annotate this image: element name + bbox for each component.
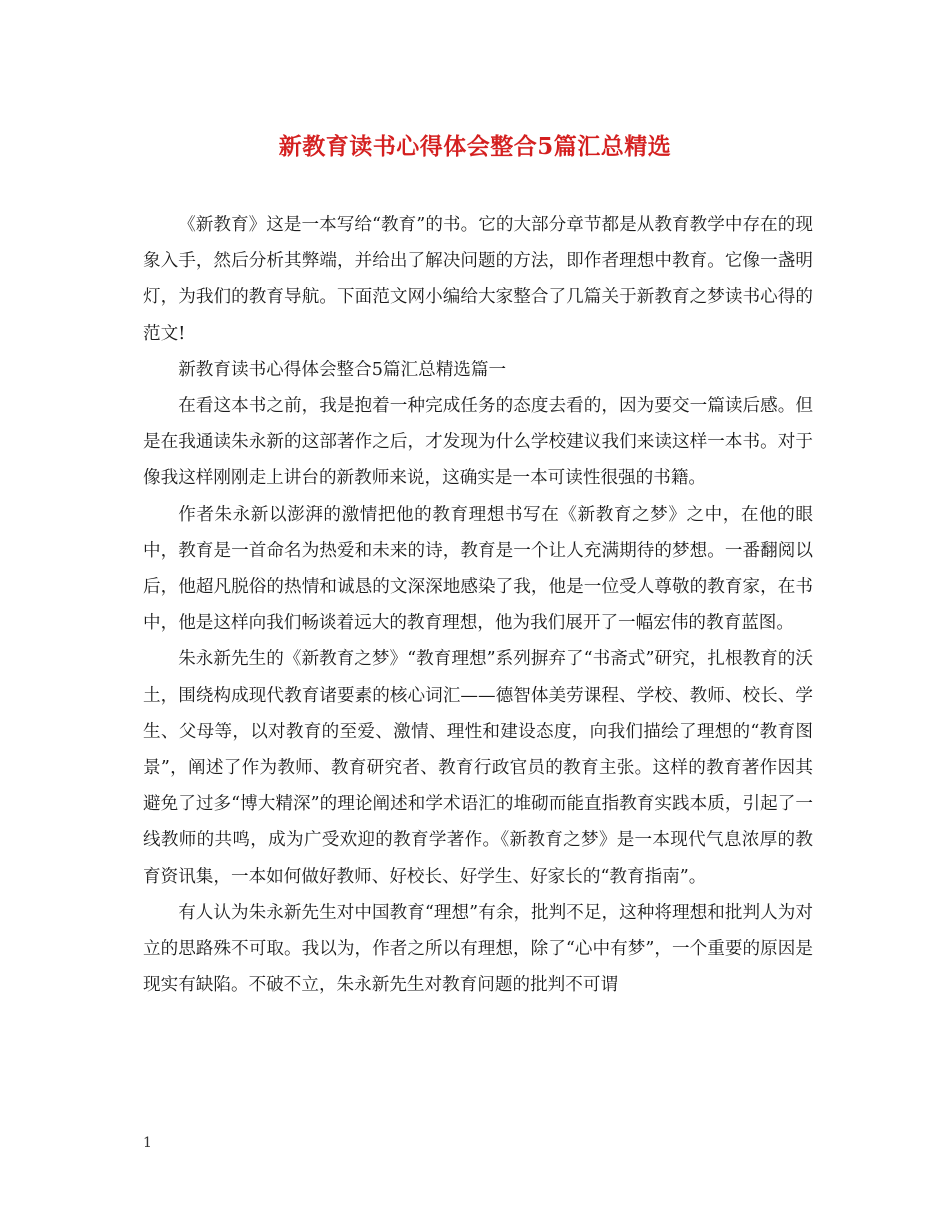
section-heading: 新教育读书心得体会整合5篇汇总精选篇一 <box>178 359 507 380</box>
paragraph-3: 朱永新先生的《新教育之梦》“教育理想”系列摒弃了“书斋式”研究，扎根教育的沃土，围绕构成现代教育诸要素的核心词汇——德智体美劳课程、学校、教师、校长、学生、父母等，以对教育的至爱、激情、理性和建设态度，向我们描绘了理想的“教育图景”，阐述了作为教师、教育研究者、教育行政官员的教育主张。这样的教育著作因其避免了过多“博大精深”的理论阐述和学术语汇的堆砌而能直指教育实践本质，引起了一线教师的共鸣，成为广受欢迎的教育学著作。《新教育之梦》是一本现代气息浓厚的教育资讯集，一本如何做好教师、好校长、好学生、好家长的“教育指南”。 <box>143 649 813 887</box>
paragraph-4: 有人认为朱永新先生对中国教育“理想”有余，批判不足，这种将理想和批判人为对立的思路殊不可取。我以为，作者之所以有理想，除了“心中有梦”，一个重要的原因是现实有缺陷。不破不立，朱永新先生对教育问题的批判不可谓 <box>143 902 813 996</box>
document-body <box>143 207 813 1003</box>
paragraph-2: 作者朱永新以澎湃的激情把他的教育理想书写在《新教育之梦》之中，在他的眼中，教育是一首命名为热爱和未来的诗，教育是一个让人充满期待的梦想。一番翻阅以后，他超凡脱俗的热情和诚恳的文深深地感染了我，他是一位受人尊敬的教育家，在书中，他是这样向我们畅谈着远大的教育理想，他为我们展开了一幅宏伟的教育蓝图。 <box>143 504 813 634</box>
document-title: 新教育读书心得体会整合5篇汇总精选 <box>278 133 672 160</box>
paragraph-1: 在看这本书之前，我是抱着一种完成任务的态度去看的，因为要交一篇读后感。但是在我通读朱永新的这部著作之后，才发现为什么学校建议我们来读这样一本书。对于像我这样刚刚走上讲台的新教师来说，这确实是一本可读性很强的书籍。 <box>143 396 813 489</box>
paragraph-intro: 《新教育》这是一本写给“教育”的书。它的大部分章节都是从教育教学中存在的现象入手，然后分析其弊端，并给出了解决问题的方法，即作者理想中教育。它像一盏明灯，为我们的教育导航。下面范文网小编给大家整合了几篇关于新教育之梦读书心得的范文! <box>143 215 813 344</box>
page-number: 1 <box>143 1135 152 1151</box>
